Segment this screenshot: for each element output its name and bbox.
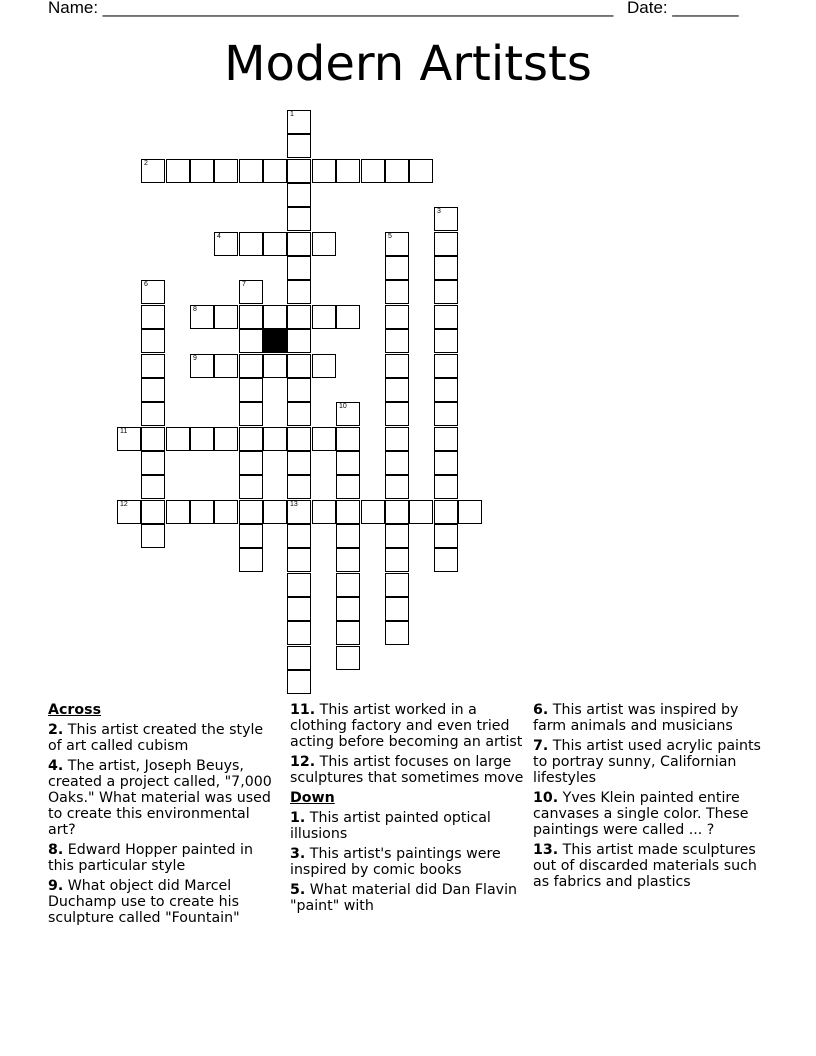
clue-across-8 [48,842,274,874]
clue-number: 9. [48,878,64,894]
grid-cell[interactable] [166,159,190,183]
grid-cell[interactable] [190,500,214,524]
grid-cell[interactable] [287,159,311,183]
grid-cell[interactable] [434,354,458,378]
black-square [263,329,287,353]
grid-cell[interactable] [214,354,238,378]
clue-number: 8. [48,842,64,858]
grid-cell[interactable] [239,305,263,329]
grid-cell[interactable] [434,524,458,548]
grid-cell[interactable] [239,402,263,426]
grid-cell[interactable] [287,524,311,548]
grid-cell[interactable] [385,524,409,548]
grid-cell[interactable] [239,354,263,378]
clue-text: Edward Hopper painted in this particular style [48,842,253,874]
grid-cell[interactable] [287,402,311,426]
clue-number-label: 7 [242,281,246,288]
grid-cell[interactable] [287,646,311,670]
grid-cell[interactable] [141,305,165,329]
grid-cell[interactable] [239,232,263,256]
grid-cell[interactable] [312,232,336,256]
grid-cell[interactable] [385,329,409,353]
clue-across-12 [290,754,526,786]
grid-cell[interactable] [239,451,263,475]
clue-text: What object did Marcel Duchamp use to create his sculpture called "Fountain" [48,878,240,926]
grid-cell[interactable] [141,475,165,499]
clue-down-6 [533,702,773,734]
grid-cell[interactable] [141,402,165,426]
clue-text: This artist was inspired by farm animals and musicians [533,702,739,734]
grid-cell[interactable] [263,159,287,183]
grid-cell[interactable] [409,500,433,524]
grid-cell[interactable] [287,183,311,207]
grid-cell[interactable] [361,500,385,524]
grid-cell[interactable] [287,280,311,304]
grid-cell[interactable] [336,402,360,426]
clue-number: 11. [290,702,316,718]
clues-column-1 [48,700,274,926]
clue-text: This artist painted optical illusions [290,810,491,842]
grid-cell[interactable] [166,500,190,524]
clue-across-4 [48,758,274,838]
clue-across-9 [48,878,274,926]
grid-cell[interactable] [434,280,458,304]
grid-cell[interactable] [385,402,409,426]
grid-cell[interactable] [385,621,409,645]
clues-column-2 [290,700,526,914]
clue-number-label: 13 [290,501,298,508]
grid-cell[interactable] [385,573,409,597]
grid-cell[interactable] [385,280,409,304]
clue-down-13 [533,842,773,890]
grid-cell[interactable] [239,280,263,304]
grid-cell[interactable] [141,159,165,183]
grid-cell[interactable] [312,354,336,378]
grid-cell[interactable] [141,500,165,524]
page-title: Modern Artitsts [224,36,592,92]
grid-cell[interactable] [458,500,482,524]
grid-cell[interactable] [287,597,311,621]
grid-cell[interactable] [166,427,190,451]
grid-cell[interactable] [117,427,141,451]
grid-cell[interactable] [190,354,214,378]
clue-number-label: 8 [193,306,197,313]
grid-cell[interactable] [287,621,311,645]
grid-cell[interactable] [141,329,165,353]
clue-number: 6. [533,702,549,718]
grid-cell[interactable] [385,475,409,499]
grid-cell[interactable] [263,232,287,256]
grid-cell[interactable] [287,256,311,280]
grid-cell[interactable] [287,427,311,451]
clue-number-label: 2 [144,160,148,167]
grid-cell[interactable] [312,427,336,451]
grid-cell[interactable] [336,475,360,499]
grid-cell[interactable] [239,475,263,499]
grid-cell[interactable] [239,427,263,451]
clue-number-label: 3 [437,208,441,215]
clue-text: The artist, Joseph Beuys, created a project called, "7,000 Oaks." What material was used to create this environmental art? [48,758,272,838]
grid-cell[interactable] [263,500,287,524]
grid-cell[interactable] [214,159,238,183]
grid-cell[interactable] [312,305,336,329]
clue-number-label: 11 [120,428,128,435]
clue-number: 4. [48,758,64,774]
grid-cell[interactable] [287,110,311,134]
grid-cell[interactable] [239,329,263,353]
grid-cell[interactable] [214,500,238,524]
clue-down-3 [290,846,526,878]
clue-number-label: 4 [217,233,221,240]
clue-number: 10. [533,790,559,806]
grid-cell[interactable] [434,475,458,499]
grid-cell[interactable] [434,548,458,572]
grid-cell[interactable] [287,670,311,694]
grid-cell[interactable] [190,305,214,329]
grid-cell[interactable] [336,427,360,451]
grid-cell[interactable] [385,378,409,402]
clue-across-11 [290,702,526,750]
clue-text: This artist focuses on large sculptures that sometimes move [290,754,524,786]
across-heading: Across [48,702,102,718]
grid-cell[interactable] [190,427,214,451]
grid-cell[interactable] [434,378,458,402]
grid-cell[interactable] [141,378,165,402]
grid-cell[interactable] [287,305,311,329]
grid-cell[interactable] [385,256,409,280]
clue-text: This artist created the style of art called cubism [48,722,264,754]
grid-cell[interactable] [287,134,311,158]
grid-cell[interactable] [287,500,311,524]
grid-cell[interactable] [434,305,458,329]
clue-down-7 [533,738,773,786]
grid-cell[interactable] [287,354,311,378]
grid-cell[interactable] [287,207,311,231]
grid-cell[interactable] [434,207,458,231]
grid-cell[interactable] [287,232,311,256]
grid-cell[interactable] [117,500,141,524]
grid-cell[interactable] [141,451,165,475]
down-heading: Down [290,790,335,806]
grid-cell[interactable] [239,378,263,402]
grid-cell[interactable] [336,597,360,621]
clues-column-3 [533,700,773,890]
grid-cell[interactable] [434,451,458,475]
clue-number: 12. [290,754,316,770]
clue-down-1 [290,810,526,842]
grid-cell[interactable] [336,646,360,670]
grid-cell[interactable] [385,305,409,329]
clue-number-label: 1 [290,111,294,118]
grid-cell[interactable] [434,232,458,256]
clue-down-10 [533,790,773,838]
grid-cell[interactable] [434,427,458,451]
grid-cell[interactable] [385,597,409,621]
grid-cell[interactable] [312,159,336,183]
clue-number-label: 12 [120,501,128,508]
clue-text: This artist worked in a clothing factory and even tried acting before becoming an artist [290,702,523,750]
grid-cell[interactable] [141,427,165,451]
grid-cell[interactable] [312,500,336,524]
grid-cell[interactable] [434,256,458,280]
clue-number-label: 9 [193,355,197,362]
name-field-label: Name: ______________________________________________________ [48,0,614,17]
clue-number: 5. [290,882,306,898]
grid-cell[interactable] [239,524,263,548]
grid-cell[interactable] [287,329,311,353]
grid-cell[interactable] [287,548,311,572]
clue-text: Yves Klein painted entire canvases a single color. These paintings were called ... ? [533,790,749,838]
grid-cell[interactable] [409,159,433,183]
clue-down-5 [290,882,526,914]
clue-number: 1. [290,810,306,826]
grid-cell[interactable] [287,451,311,475]
grid-cell[interactable] [239,500,263,524]
grid-cell[interactable] [385,500,409,524]
clue-number: 2. [48,722,64,738]
clue-text: This artist used acrylic paints to portray sunny, Californian lifestyles [533,738,761,786]
grid-cell[interactable] [287,475,311,499]
clue-number-label: 5 [388,233,392,240]
clue-number-label: 6 [144,281,148,288]
grid-cell[interactable] [385,427,409,451]
grid-cell[interactable] [263,305,287,329]
grid-cell[interactable] [361,159,385,183]
grid-cell[interactable] [214,232,238,256]
grid-cell[interactable] [141,524,165,548]
grid-cell[interactable] [214,305,238,329]
clue-number: 7. [533,738,549,754]
grid-cell[interactable] [336,451,360,475]
grid-cell[interactable] [336,621,360,645]
grid-cell[interactable] [385,451,409,475]
grid-cell[interactable] [190,159,214,183]
grid-cell[interactable] [336,524,360,548]
grid-cell[interactable] [336,573,360,597]
grid-cell[interactable] [434,329,458,353]
grid-cell[interactable] [141,354,165,378]
grid-cell[interactable] [287,378,311,402]
grid-cell[interactable] [141,280,165,304]
clue-text: What material did Dan Flavin "paint" with [290,882,518,914]
clue-text: This artist's paintings were inspired by comic books [290,846,501,878]
grid-cell[interactable] [263,427,287,451]
clue-number: 3. [290,846,306,862]
grid-cell[interactable] [239,548,263,572]
grid-cell[interactable] [336,500,360,524]
grid-cell[interactable] [385,354,409,378]
grid-cell[interactable] [336,548,360,572]
grid-cell[interactable] [239,159,263,183]
grid-cell[interactable] [385,232,409,256]
date-field-label: Date: _______ [627,0,739,17]
grid-cell[interactable] [385,548,409,572]
grid-cell[interactable] [263,354,287,378]
grid-cell[interactable] [385,159,409,183]
clue-text: This artist made sculptures out of discarded materials such as fabrics and plastics [533,842,757,890]
clue-number: 13. [533,842,559,858]
grid-cell[interactable] [336,305,360,329]
grid-cell[interactable] [287,573,311,597]
grid-cell[interactable] [336,159,360,183]
clue-number-label: 10 [339,403,347,410]
grid-cell[interactable] [434,500,458,524]
grid-cell[interactable] [214,427,238,451]
clue-across-2 [48,722,274,754]
grid-cell[interactable] [434,402,458,426]
